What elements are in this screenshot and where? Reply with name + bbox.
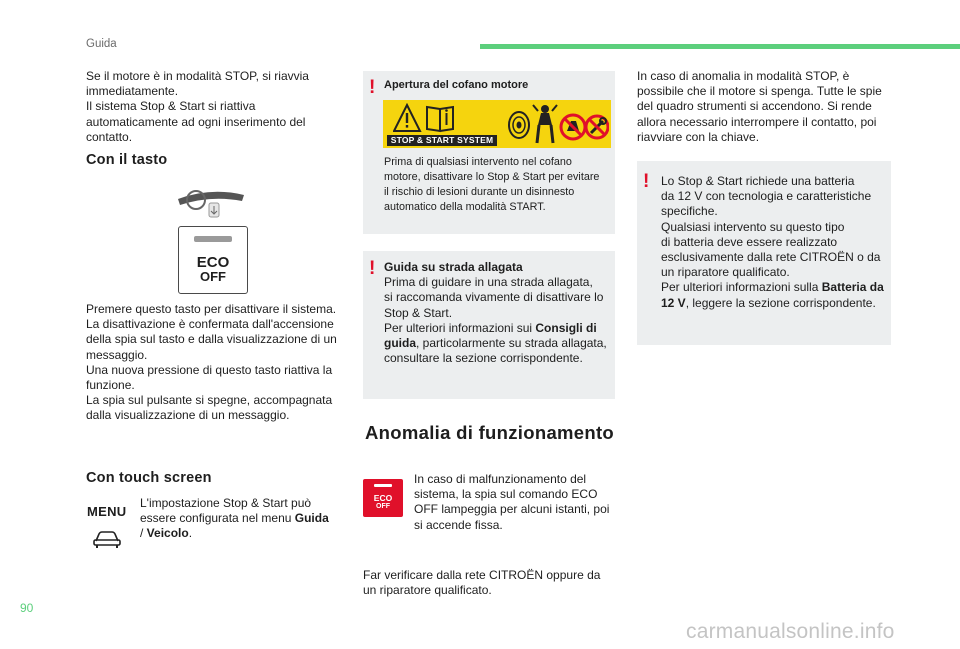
menu-path-guida: Guida (294, 511, 329, 526)
text-line: motore, disattivare lo Stop & Start per evitare (384, 171, 600, 183)
text-line: La disattivazione è confermata dall'accensione (86, 317, 334, 332)
text-line: possibile che il motore si spenga. Tutte le spie (637, 84, 882, 99)
box-text (384, 155, 612, 215)
text-span: L'impostazione Stop & Start può (140, 496, 312, 510)
text-span: , particolarmente su strada allagata, (416, 336, 607, 351)
text-line: In caso di anomalia in modalità STOP, è (637, 69, 850, 83)
watermark: carmanualsonline.info (686, 620, 895, 643)
page-number: 90 (20, 601, 34, 615)
text-line: funzione. (86, 378, 135, 393)
text-bold: Batteria da (821, 280, 884, 295)
no-tools-icon (586, 116, 608, 138)
text-line: In caso di malfunzionamento del (414, 472, 587, 486)
rete-paragraph (363, 568, 623, 598)
text-line: Lo Stop & Start richiede una batteria (661, 174, 855, 188)
text-line: Prima di guidare in una strada allagata, (384, 275, 593, 290)
text-line: automaticamente ad ogni inserimento del (86, 114, 306, 129)
text-line: La spia sul pulsante si spegne, accompagnata (86, 393, 333, 408)
menu-path-veicolo: Veicolo (146, 526, 189, 541)
text-line: contatto. (86, 129, 133, 144)
tasto-paragraph (86, 302, 348, 424)
heading-anomalia: Anomalia di funzionamento (365, 422, 615, 443)
text-line: consultare la sezione corrispondente. (384, 351, 583, 366)
text-bold: Consigli di (535, 320, 597, 335)
text-line: di batteria deve essere realizzato (661, 234, 838, 249)
text-line: Prima di qualsiasi intervento nel cofano (384, 156, 572, 168)
eco-indicator-light (374, 484, 392, 487)
text-line: Se il motore è in modalità STOP, si riavvia (86, 69, 309, 83)
text-span: Per ulteriori informazioni sulla (661, 280, 822, 295)
stop-start-pictogram (383, 100, 611, 148)
belt-icon (509, 112, 529, 138)
text-line: esclusivamente dalla rete CITROËN o da (661, 250, 881, 265)
stop-start-banner: STOP & START SYSTEM (387, 135, 497, 146)
text-line: riavviare con la chiave. (637, 129, 760, 144)
text-line: Stop & Start. (384, 305, 453, 320)
hazard-pictograms (505, 103, 609, 145)
text-line: Il sistema Stop & Start si riattiva (86, 99, 256, 114)
warning-icon: ! (369, 77, 376, 98)
section-label: Guida (86, 38, 117, 50)
text-span: essere configurata nel menu (140, 511, 295, 526)
text-line (384, 321, 612, 336)
text-line: immediatamente. (86, 84, 179, 99)
warning-manual-icon (393, 103, 457, 135)
text-line: un riparatore qualificato. (363, 583, 492, 598)
text-line: un riparatore qualificato. (661, 265, 790, 280)
menu-label: MENU (87, 504, 127, 519)
box-text (661, 174, 889, 311)
text-line: specifiche. (661, 204, 718, 219)
heading-con-il-tasto: Con il tasto (86, 152, 168, 168)
off-label: OFF (376, 503, 390, 510)
text-line (384, 336, 612, 351)
heading-con-touch-screen: Con touch screen (86, 470, 212, 486)
text-line: Una nuova pressione di questo tasto riattiva la (86, 362, 333, 377)
text-line: OFF lampeggia per alcuni istanti, poi (414, 502, 610, 517)
off-label: OFF (200, 269, 226, 284)
warning-icon: ! (369, 258, 376, 279)
eco-label: ECO (196, 254, 230, 271)
warning-box-strada-allagata (363, 251, 615, 399)
no-hands-icon (561, 115, 585, 139)
text-line (661, 296, 889, 311)
warning-box-cofano (363, 71, 615, 234)
dashboard-icon (176, 185, 246, 219)
text-span: , leggere la sezione corrispondente. (685, 295, 876, 310)
text-line: automatico della modalità START. (384, 201, 546, 213)
text-span: Per ulteriori informazioni sui (384, 320, 536, 335)
text-line: sistema, la spia sul comando ECO (414, 487, 598, 502)
text-line: allora necessario interrompere il contatto, poi (637, 114, 877, 129)
text-bold: 12 V (661, 295, 686, 310)
text-line: dalla visualizzazione di un messaggio. (86, 408, 290, 423)
text-line: del quadro strumenti si accendono. Si rende (637, 99, 872, 114)
box-text (384, 260, 612, 366)
text-line: il rischio di lesioni durante un disinnesto (384, 186, 575, 198)
warning-box-batteria (637, 161, 891, 345)
text-line: messaggio. (86, 347, 148, 362)
text-line (140, 526, 340, 541)
warning-icon: ! (643, 171, 650, 192)
section-accent-bar (480, 44, 960, 49)
intro-paragraph (86, 69, 346, 145)
eco-label: ECO (373, 493, 393, 503)
text-span: / (140, 526, 147, 541)
text-line (384, 260, 612, 275)
anomalia-stop-paragraph (637, 69, 899, 145)
text-line: Premere questo tasto per disattivare il sistema. (86, 302, 337, 316)
text-line (140, 511, 340, 526)
eco-off-warning-light (363, 479, 403, 517)
anomalia-paragraph (414, 472, 619, 533)
text-line: si raccomanda vivamente di disattivare lo (384, 290, 604, 305)
touch-paragraph (140, 496, 340, 542)
text-line (661, 280, 889, 295)
car-icon (92, 529, 122, 549)
text-line: da 12 V con tecnologia e caratteristiche (661, 189, 872, 204)
box-title: Apertura del cofano motore (384, 79, 529, 91)
text-line (140, 496, 340, 511)
text-line: della spia sul tasto e dalla visualizzazione di un (86, 332, 337, 347)
text-span: . (188, 526, 193, 541)
text-line: si accende fissa. (414, 517, 503, 532)
eco-off-button (178, 226, 248, 294)
person-icon (533, 105, 557, 143)
eco-indicator-light (194, 236, 232, 242)
text-line: Far verificare dalla rete CITROËN oppure da (363, 568, 601, 582)
text-line: Qualsiasi intervento su questo tipo (661, 219, 845, 234)
text-bold: guida (384, 336, 416, 351)
box-title: Guida su strada allagata (384, 260, 523, 274)
